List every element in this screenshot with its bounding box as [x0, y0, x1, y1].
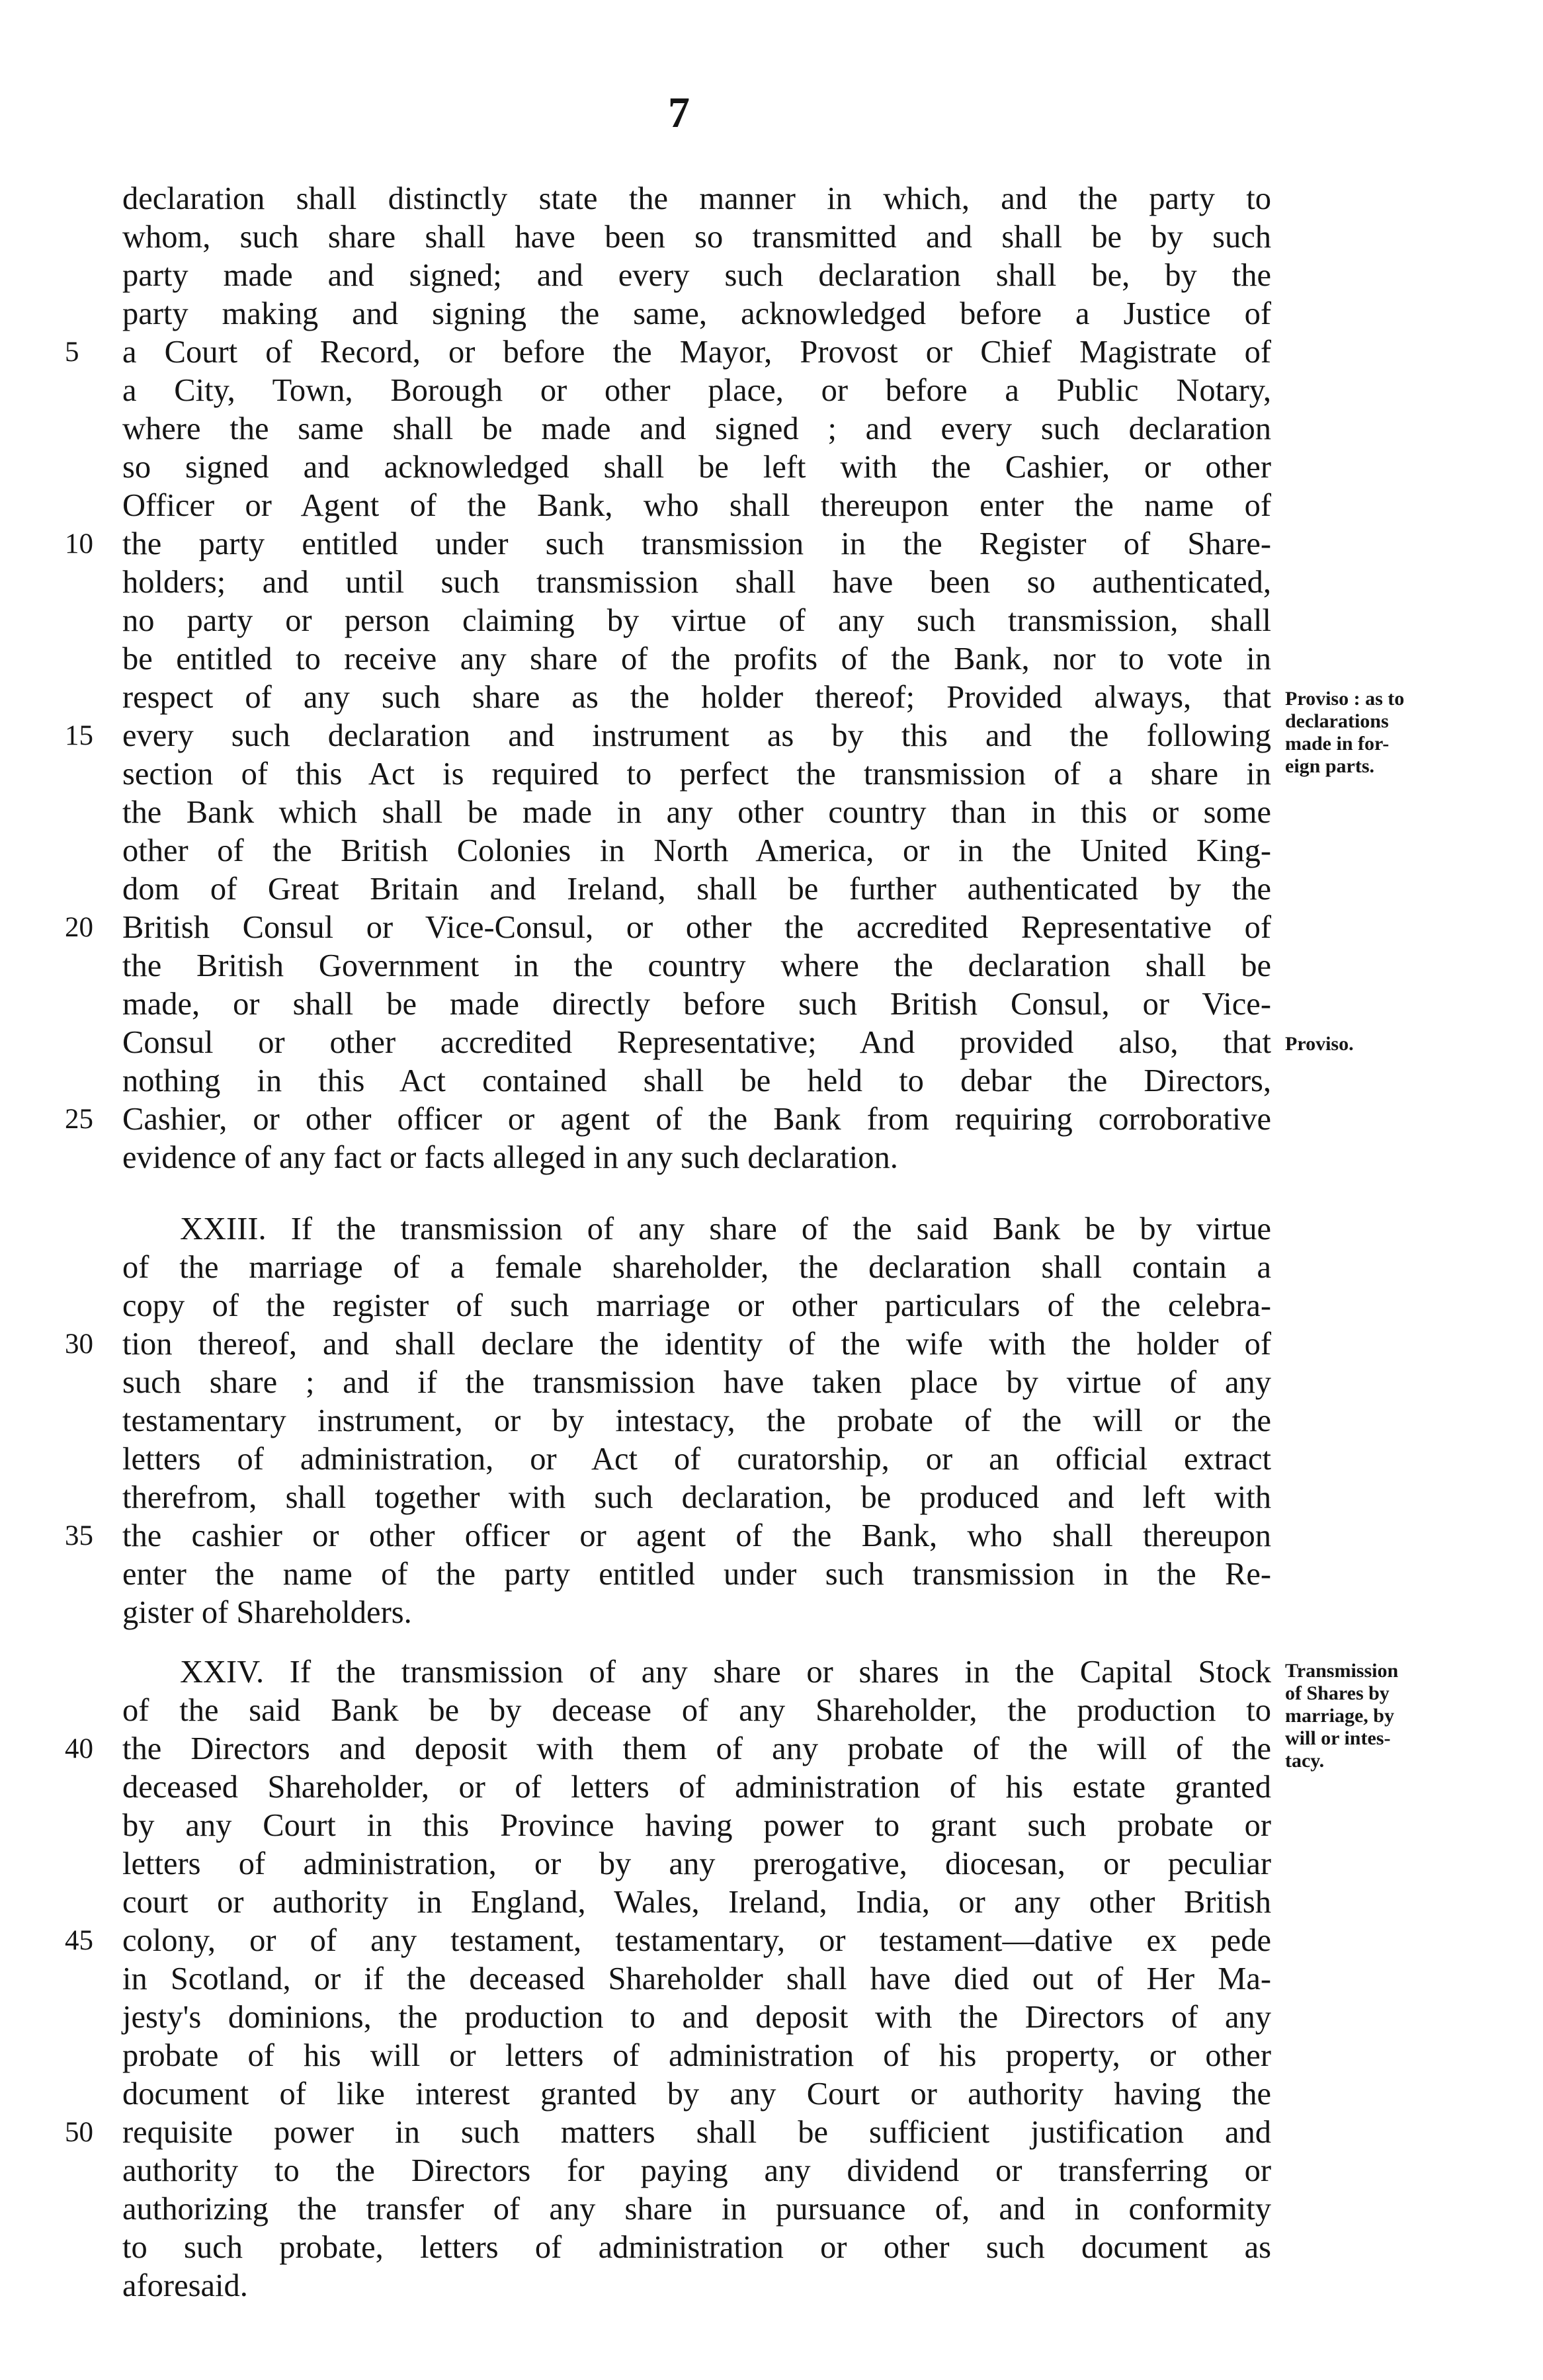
text-line: authority to the Directors for paying any dividend or transferring or — [122, 2153, 1271, 2188]
text-line: aforesaid. — [122, 2268, 248, 2303]
line-number: 15 — [65, 720, 93, 751]
margin-note-proviso: Proviso. — [1285, 1033, 1354, 1055]
text-line: the Bank which shall be made in any other country than in this or some — [122, 795, 1271, 830]
text-line: therefrom, shall together with such declaration, be produced and left with — [122, 1480, 1271, 1515]
text-line: so signed and acknowledged shall be left with the Cashier, or other — [122, 450, 1271, 485]
text-line: dom of Great Britain and Ireland, shall be further authenticated by the — [122, 872, 1271, 907]
line-number: 45 — [65, 1925, 93, 1956]
text-line: such share ; and if the transmission have taken place by virtue of any — [122, 1365, 1271, 1400]
text-line: requisite power in such matters shall be sufficient justification and — [122, 2115, 1271, 2150]
text-line: tion thereof, and shall declare the identity of the wife with the holder of — [122, 1327, 1271, 1362]
text-line: party made and signed; and every such declaration shall be, by the — [122, 258, 1271, 293]
text-line: enter the name of the party entitled under such transmission in the Re- — [122, 1557, 1271, 1592]
text-line: section of this Act is required to perfect the transmission of a share in — [122, 757, 1271, 792]
text-line: the Directors and deposit with them of any probate of the will of the — [122, 1731, 1271, 1766]
line-number: 30 — [65, 1329, 93, 1360]
text-line: document of like interest granted by any Court or authority having the — [122, 2076, 1271, 2112]
line-number: 35 — [65, 1520, 93, 1551]
text-line: of the said Bank be by decease of any Shareholder, the production to — [122, 1693, 1271, 1728]
text-line: made, or shall be made directly before such British Consul, or Vice- — [122, 987, 1271, 1022]
text-line: deceased Shareholder, or of letters of administration of his estate granted — [122, 1770, 1271, 1805]
margin-note-proviso-foreign: Proviso : as to declarations made in for- eign parts. — [1285, 688, 1405, 777]
text-line: whom, such share shall have been so transmitted and shall be by such — [122, 220, 1271, 255]
text-line: authorizing the transfer of any share in pursuance of, and in conformity — [122, 2192, 1271, 2227]
line-number: 5 — [65, 337, 79, 368]
text-line: jesty's dominions, the production to and deposit with the Directors of any — [122, 2000, 1271, 2035]
text-line: Consul or other accredited Representative; And provided also, that — [122, 1025, 1271, 1060]
line-number: 10 — [65, 528, 93, 559]
text-line: where the same shall be made and signed ; and every such declaration — [122, 411, 1271, 446]
text-line: XXIII. If the transmission of any share of the said Bank be by virtue — [180, 1211, 1271, 1247]
text-line: probate of his will or letters of administration of his property, or other — [122, 2038, 1271, 2073]
text-line: the British Government in the country where the declaration shall be — [122, 948, 1271, 983]
text-line: by any Court in this Province having power to grant such probate or — [122, 1808, 1271, 1843]
text-line: nothing in this Act contained shall be held to debar the Directors, — [122, 1063, 1271, 1098]
text-line: to such probate, letters of administration or other such document as — [122, 2230, 1271, 2265]
line-number: 20 — [65, 912, 93, 943]
text-line: holders; and until such transmission shall have been so authenticated, — [122, 565, 1271, 600]
text-line: a City, Town, Borough or other place, or before a Public Notary, — [122, 373, 1271, 408]
line-number: 40 — [65, 1733, 93, 1764]
text-line: Officer or Agent of the Bank, who shall thereupon enter the name of — [122, 488, 1271, 523]
text-line: evidence of any fact or facts alleged in any such declaration. — [122, 1140, 898, 1175]
text-line: Cashier, or other officer or agent of the Bank from requiring corroborative — [122, 1102, 1271, 1137]
margin-note-transmission: Transmission of Shares by marriage, by will or intes- tacy. — [1285, 1660, 1399, 1772]
text-line: letters of administration, or by any prerogative, diocesan, or peculiar — [122, 1846, 1271, 1881]
text-line: the party entitled under such transmission in the Register of Share- — [122, 526, 1271, 561]
line-number: 25 — [65, 1104, 93, 1135]
text-line: be entitled to receive any share of the profits of the Bank, nor to vote in — [122, 641, 1271, 677]
page-number: 7 — [668, 89, 690, 137]
text-line: other of the British Colonies in North America, or in the United King- — [122, 833, 1271, 868]
text-line: XXIV. If the transmission of any share or shares in the Capital Stock — [180, 1655, 1271, 1690]
text-line: respect of any such share as the holder thereof; Provided always, that — [122, 680, 1271, 715]
text-line: copy of the register of such marriage or other particulars of the celebra- — [122, 1288, 1271, 1323]
text-line: testamentary instrument, or by intestacy, the probate of the will or the — [122, 1403, 1271, 1438]
text-line: letters of administration, or Act of curatorship, or an official extract — [122, 1442, 1271, 1477]
line-number: 50 — [65, 2117, 93, 2148]
text-line: colony, or of any testament, testamentary, or testament—dative ex pede — [122, 1923, 1271, 1958]
text-line: British Consul or Vice-Consul, or other the accredited Representative of — [122, 910, 1271, 945]
text-line: court or authority in England, Wales, Ireland, India, or any other British — [122, 1885, 1271, 1920]
text-line: gister of Shareholders. — [122, 1595, 412, 1630]
text-line: the cashier or other officer or agent of the Bank, who shall thereupon — [122, 1518, 1271, 1553]
text-line: every such declaration and instrument as by this and the following — [122, 718, 1271, 753]
text-line: a Court of Record, or before the Mayor, Provost or Chief Magistrate of — [122, 335, 1271, 370]
text-line: party making and signing the same, acknowledged before a Justice of — [122, 296, 1271, 331]
text-line: declaration shall distinctly state the manner in which, and the party to — [122, 181, 1271, 216]
text-line: in Scotland, or if the deceased Shareholder shall have died out of Her Ma- — [122, 1961, 1271, 1996]
text-line: no party or person claiming by virtue of any such transmission, shall — [122, 603, 1271, 638]
text-line: of the marriage of a female shareholder, the declaration shall contain a — [122, 1250, 1271, 1285]
